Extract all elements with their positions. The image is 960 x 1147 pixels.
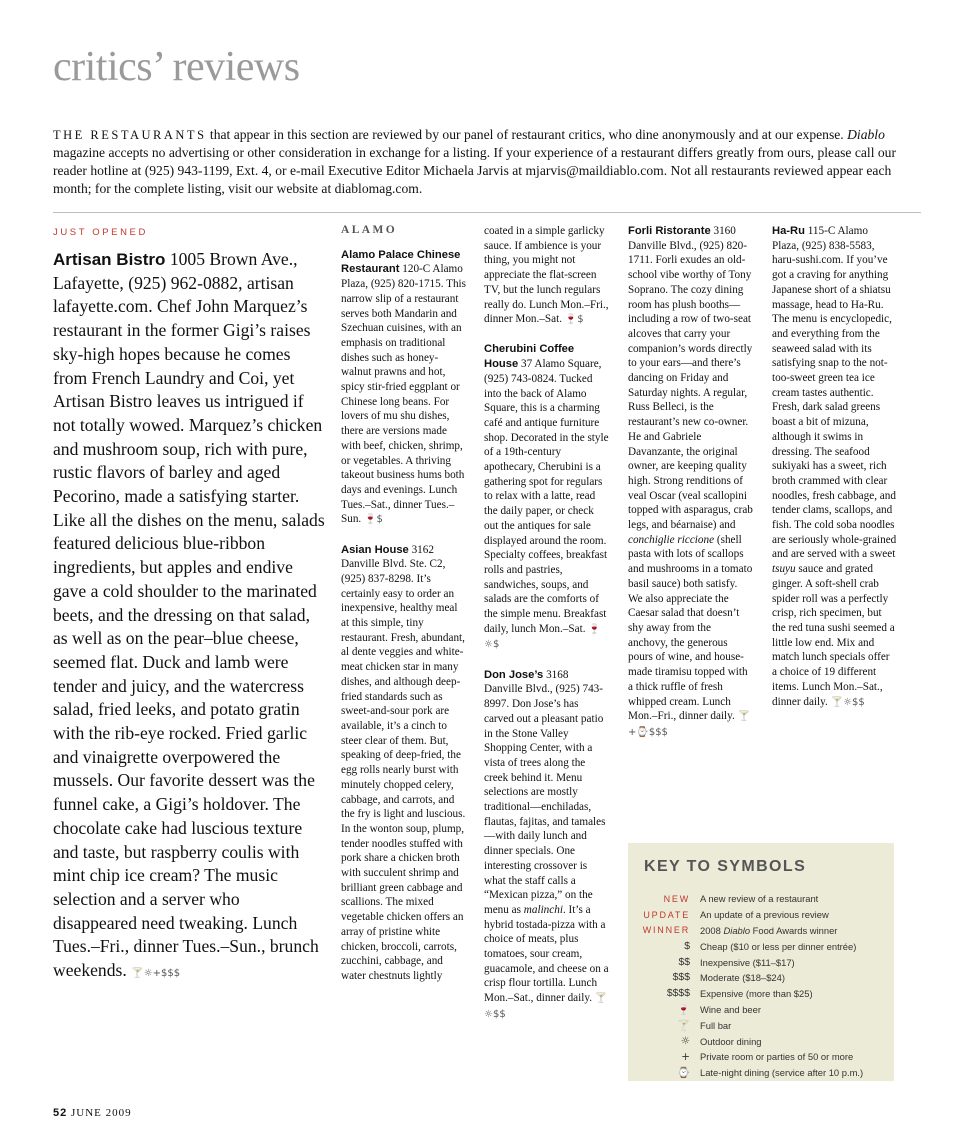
folio xyxy=(53,1107,132,1119)
intro-text-1: that appear in this section are reviewed by our panel of restaurant critics, who dine anonymously and at our expense. xyxy=(206,127,848,142)
symbols: 🍷$ xyxy=(564,314,584,326)
key-desc: Wine and beer xyxy=(700,1003,761,1015)
page-number: 52 xyxy=(53,1107,68,1119)
key-symbol: NEW xyxy=(663,893,690,904)
review-text-2: (shell pasta with lots of scallops and mushrooms in a tomato basil sauce) both satisfy. We also appreciate the Caesar salad that doesn’t shy away from the anchovy, the generous pours of wine, and house-made tiramisu topped with a thick ruffle of fresh whipped cream. Lunch Mon.–Fri., dinner daily. xyxy=(628,533,753,723)
key-row-winner xyxy=(628,923,894,939)
artisan-bistro-review xyxy=(53,248,325,986)
column-3 xyxy=(628,224,753,755)
key-title: KEY TO SYMBOLS xyxy=(644,858,807,875)
ha-ru-review xyxy=(772,224,897,710)
key-row-wine xyxy=(628,1002,894,1018)
just-opened-label: JUST OPENED xyxy=(53,227,148,238)
key-rows xyxy=(628,891,894,1081)
wine-glass-icon: 🍷 xyxy=(677,1003,690,1016)
restaurant-name: Asian House xyxy=(341,543,409,556)
symbols: 🍷☼$ xyxy=(484,623,601,651)
review-text: 3162 Danville Blvd. Ste. C2, (925) 837-8298. It’s certainly easy to order an inexpensive, healthy meal at this simple, tiny restaurant. Fresh, abundant, al dente veggies and white-meat chicken star in many dishes, and although deep-fried standards such as sweet-and-sour pork are available, it’s a cinch to steer clear of them. But, speaking of deep-fried, the egg rolls nearly burst with minutely chopped celery, cabbage, and carrots, and the fry is light and luscious. In the wonton soup, plump, tender noodles stuffed with pork share a chicken broth with succulent shrimp and brilliant green cabbage and scallions. The mixed vegetable chicken offers an array of pristine white chicken, broccoli, carrots, zucchini, cabbage, and water chestnuts lightly xyxy=(341,543,466,982)
cherubini-review xyxy=(484,342,609,653)
sun-icon: ☼ xyxy=(680,1035,690,1048)
symbols: 🍸+⌚$$$ xyxy=(628,711,751,738)
review-text: coated in a simple garlicky sauce. If ambience is your thing, you might not appreciate the flat-screen TV, but the lunch regulars really do. Lunch Mon.–Fri., dinner Mon.–Sat. xyxy=(484,225,609,326)
intro-text-2: magazine accepts no advertising or other consideration in exchange for a listing. If your experience of a restaurant differs greatly from ours, please call our reader hotline at (925) 943-1199, Ext. 4, or e-mail Executive Editor Michaela Jarvis at mjarvis@maildiablo.com. Not all restaurants reviewed appear each month; for the complete listing, visit our website at diablomag.com. xyxy=(53,145,896,196)
review-text-2: sauce and grated ginger. A soft-shell crab spider roll was a perfectly crisp, rich specimen, but the red tuna sushi seemed a little low end. Mix and match lunch specials offer a choice of 19 different items. Lunch Mon.–Sat., dinner daily. xyxy=(772,563,895,708)
review-em: malinchi xyxy=(523,903,563,916)
key-row-moderate xyxy=(628,970,894,986)
key-symbol: UPDATE xyxy=(643,909,690,920)
review-text-2: . It’s a hybrid tostada-pizza with a choice of meats, plus tomatoes, sour cream, guacamole, and cheese on a crisp flour tortilla. Lunch Mon.–Sat., dinner daily. xyxy=(484,903,609,1005)
review-text: 1005 Brown Ave., Lafayette, (925) 962-0882, artisan lafayette.com. Chef John Marquez’s restaurant in the former Gigi’s raises sky-high hopes because he comes from French Laundry and Coi, yet Artisan Bistro leaves us intrigued if not totally wowed. Marquez’s chicken and mushroom soup, rich with pure, rustic flavors of barley and aged Pecorino, made a satisfying starter. Like all the dishes on the menu, salads featured delicious blue-ribbon ingredients, but apples and endive gave a cold shoulder to the marinated beets, and the dressing on that salad, as well as on the pear–blue cheese, seemed flat. Duck and lamb were tender and juicy, and the watercress salad, fried leeks, and potato gratin with the rib-eye rocked. Fried garlic and vinaigrette overpowered the mussels. Our favorite dessert was the funnel cake, a Gigi’s holdover. The chocolate cake had luscious texture and taste, but raspberry coulis with mint chip ice cream? The music selection and a server who disappeared need tweaking. Lunch Tues.–Fri., dinner Tues.–Sun., brunch weekends. xyxy=(53,249,325,981)
key-desc-pre: 2008 xyxy=(700,924,724,936)
key-desc: Outdoor dining xyxy=(700,1035,762,1047)
key-desc: An update of a previous review xyxy=(700,909,829,921)
asian-house-review-continued xyxy=(484,224,609,328)
restaurant-name: Alamo Palace Chinese Restaurant xyxy=(341,248,461,276)
intro-caps: THE RESTAURANTS xyxy=(53,128,207,142)
review-text: 115-C Alamo Plaza, (925) 838-5583, haru-sushi.com. If you’ve got a craving for anything Japanese short of a shiatsu massage, head to Ha-Ru. The menu is encyclopedic, and everything from the seaweed salad with its satisfying snap to the not-too-sweet green tea ice cream tastes authentic. Fresh, dark salad greens boast a bit of mizuna, although it swims in dressing. The seafood sukiyaki has a sweet, rich broth crammed with clear noodles, fresh cabbage, and tender clams, scallops, and fish. The cold soba noodles are seriously whole-grained and are served with a sweet xyxy=(772,225,897,561)
key-desc: Cheap ($10 or less per dinner entrée) xyxy=(700,940,857,952)
key-row-late xyxy=(628,1065,894,1081)
symbols: 🍷$ xyxy=(364,514,383,526)
key-symbol: $$$ xyxy=(672,972,690,984)
section-alamo: ALAMO xyxy=(341,224,398,236)
review-em: conchiglie riccione xyxy=(628,533,715,546)
key-desc: Private room or parties of 50 or more xyxy=(700,1051,854,1063)
key-desc-em: Diablo xyxy=(723,924,751,936)
key-symbol: $$$$ xyxy=(666,988,690,1000)
column-4 xyxy=(772,224,897,725)
key-row-private xyxy=(628,1049,894,1065)
key-desc xyxy=(700,925,837,936)
don-jose-review xyxy=(484,668,609,1023)
intro-magazine: Diablo xyxy=(847,127,885,142)
restaurant-name: Artisan Bistro xyxy=(53,250,166,269)
cocktail-glass-icon: 🍸 xyxy=(677,1019,690,1032)
restaurant-name: Ha-Ru xyxy=(772,225,805,237)
key-desc: Late-night dining (service after 10 p.m.) xyxy=(700,1067,864,1079)
symbols: 🍸☼+$$$ xyxy=(131,968,181,980)
key-desc: A new review of a restaurant xyxy=(700,893,819,905)
key-desc: Full bar xyxy=(700,1019,732,1031)
key-row-inexpensive xyxy=(628,954,894,970)
clock-icon: ⌚ xyxy=(677,1067,690,1080)
restaurant-name: Forli Ristorante xyxy=(628,225,711,237)
key-desc-post: Food Awards winner xyxy=(750,924,838,936)
symbols: 🍸☼$$ xyxy=(484,993,608,1020)
key-row-bar xyxy=(628,1017,894,1033)
column-1 xyxy=(341,223,466,998)
key-row-expensive xyxy=(628,986,894,1002)
key-symbol: $$ xyxy=(678,956,690,968)
restaurant-name: Cherubini Coffee House xyxy=(484,343,575,371)
review-text: 120-C Alamo Plaza, (925) 820-1715. This narrow slip of a restaurant serves both Mandarin and Szechuan cuisines, with an emphasis on traditional dishes such as honey-walnut prawns and hot, spicy stir-fried eggplant or Chinese long beans. For lovers of mu shu dishes, there are versions made with beef, chicken, shrimp, or vegetables. A thriving takeout business hums both days and evenings. Lunch Tues.–Sat., dinner Tues.–Sun. xyxy=(341,263,467,526)
plus-icon: + xyxy=(681,1050,690,1063)
intro-paragraph xyxy=(53,126,915,198)
key-row-new xyxy=(628,891,894,907)
key-desc: Moderate ($18–$24) xyxy=(700,972,785,984)
key-symbol: $ xyxy=(684,940,690,952)
divider xyxy=(53,212,921,213)
issue-date: JUNE 2009 xyxy=(71,1107,132,1119)
key-desc: Inexpensive ($11–$17) xyxy=(700,956,795,968)
asian-house-review xyxy=(341,543,466,984)
review-em: tsuyu xyxy=(772,563,796,576)
key-symbol: WINNER xyxy=(642,925,690,936)
page-title: critics’ reviews xyxy=(53,44,300,90)
review-text: 3160 Danville Blvd., (925) 820-1711. Forli exudes an old-school vibe worthy of Tony Soprano. The cozy dining room has plush booths—including a row of two-seat alcoves that carry your companion’s words directly to your ears—and there’s dancing on Friday and Saturday nights. A regular, Russ Belleci, is the restaurant’s new co-owner. He and Gabriele Davanzante, the original owner, are keeping quality high. Strong renditions of veal Oscar (veal scallopini topped with asparagus, crab legs, and béarnaise) and xyxy=(628,225,753,532)
key-row-outdoor xyxy=(628,1033,894,1049)
key-to-symbols xyxy=(628,843,894,1081)
key-row-cheap xyxy=(628,938,894,954)
alamo-palace-review xyxy=(341,248,466,528)
column-2 xyxy=(484,224,609,1037)
review-text: 3168 Danville Blvd., (925) 743-8997. Don Jose’s has carved out a pleasant patio in the Stone Valley Shopping Center, with a vista of trees along the creek behind it. Menu selections are mostly traditional—enchiladas, flautas, fajitas, and tamales—with daily lunch and dinner specials. One interesting crossover is what the staff calls a “Mexican pizza,” on the menu as xyxy=(484,668,606,916)
symbols: 🍸☼$$ xyxy=(830,696,865,708)
forli-review xyxy=(628,224,753,741)
review-text: 37 Alamo Square, (925) 743-0824. Tucked into the back of Alamo Square, this is a charming café and antique furniture shop. Decorated in the style of a 19th-century apothecary, Cherubini is a gathering spot for regulars to relax with a latte, read the daily paper, or check out the antiques for sale displayed around the room. Specialty coffees, breakfast rolls and pastries, sandwiches, soups, and salads are the comforts of the simple menu. Breakfast daily, lunch Mon.–Sat. xyxy=(484,358,609,635)
key-row-update xyxy=(628,907,894,923)
key-desc: Expensive (more than $25) xyxy=(700,988,813,1000)
restaurant-name: Don Jose’s xyxy=(484,668,544,681)
